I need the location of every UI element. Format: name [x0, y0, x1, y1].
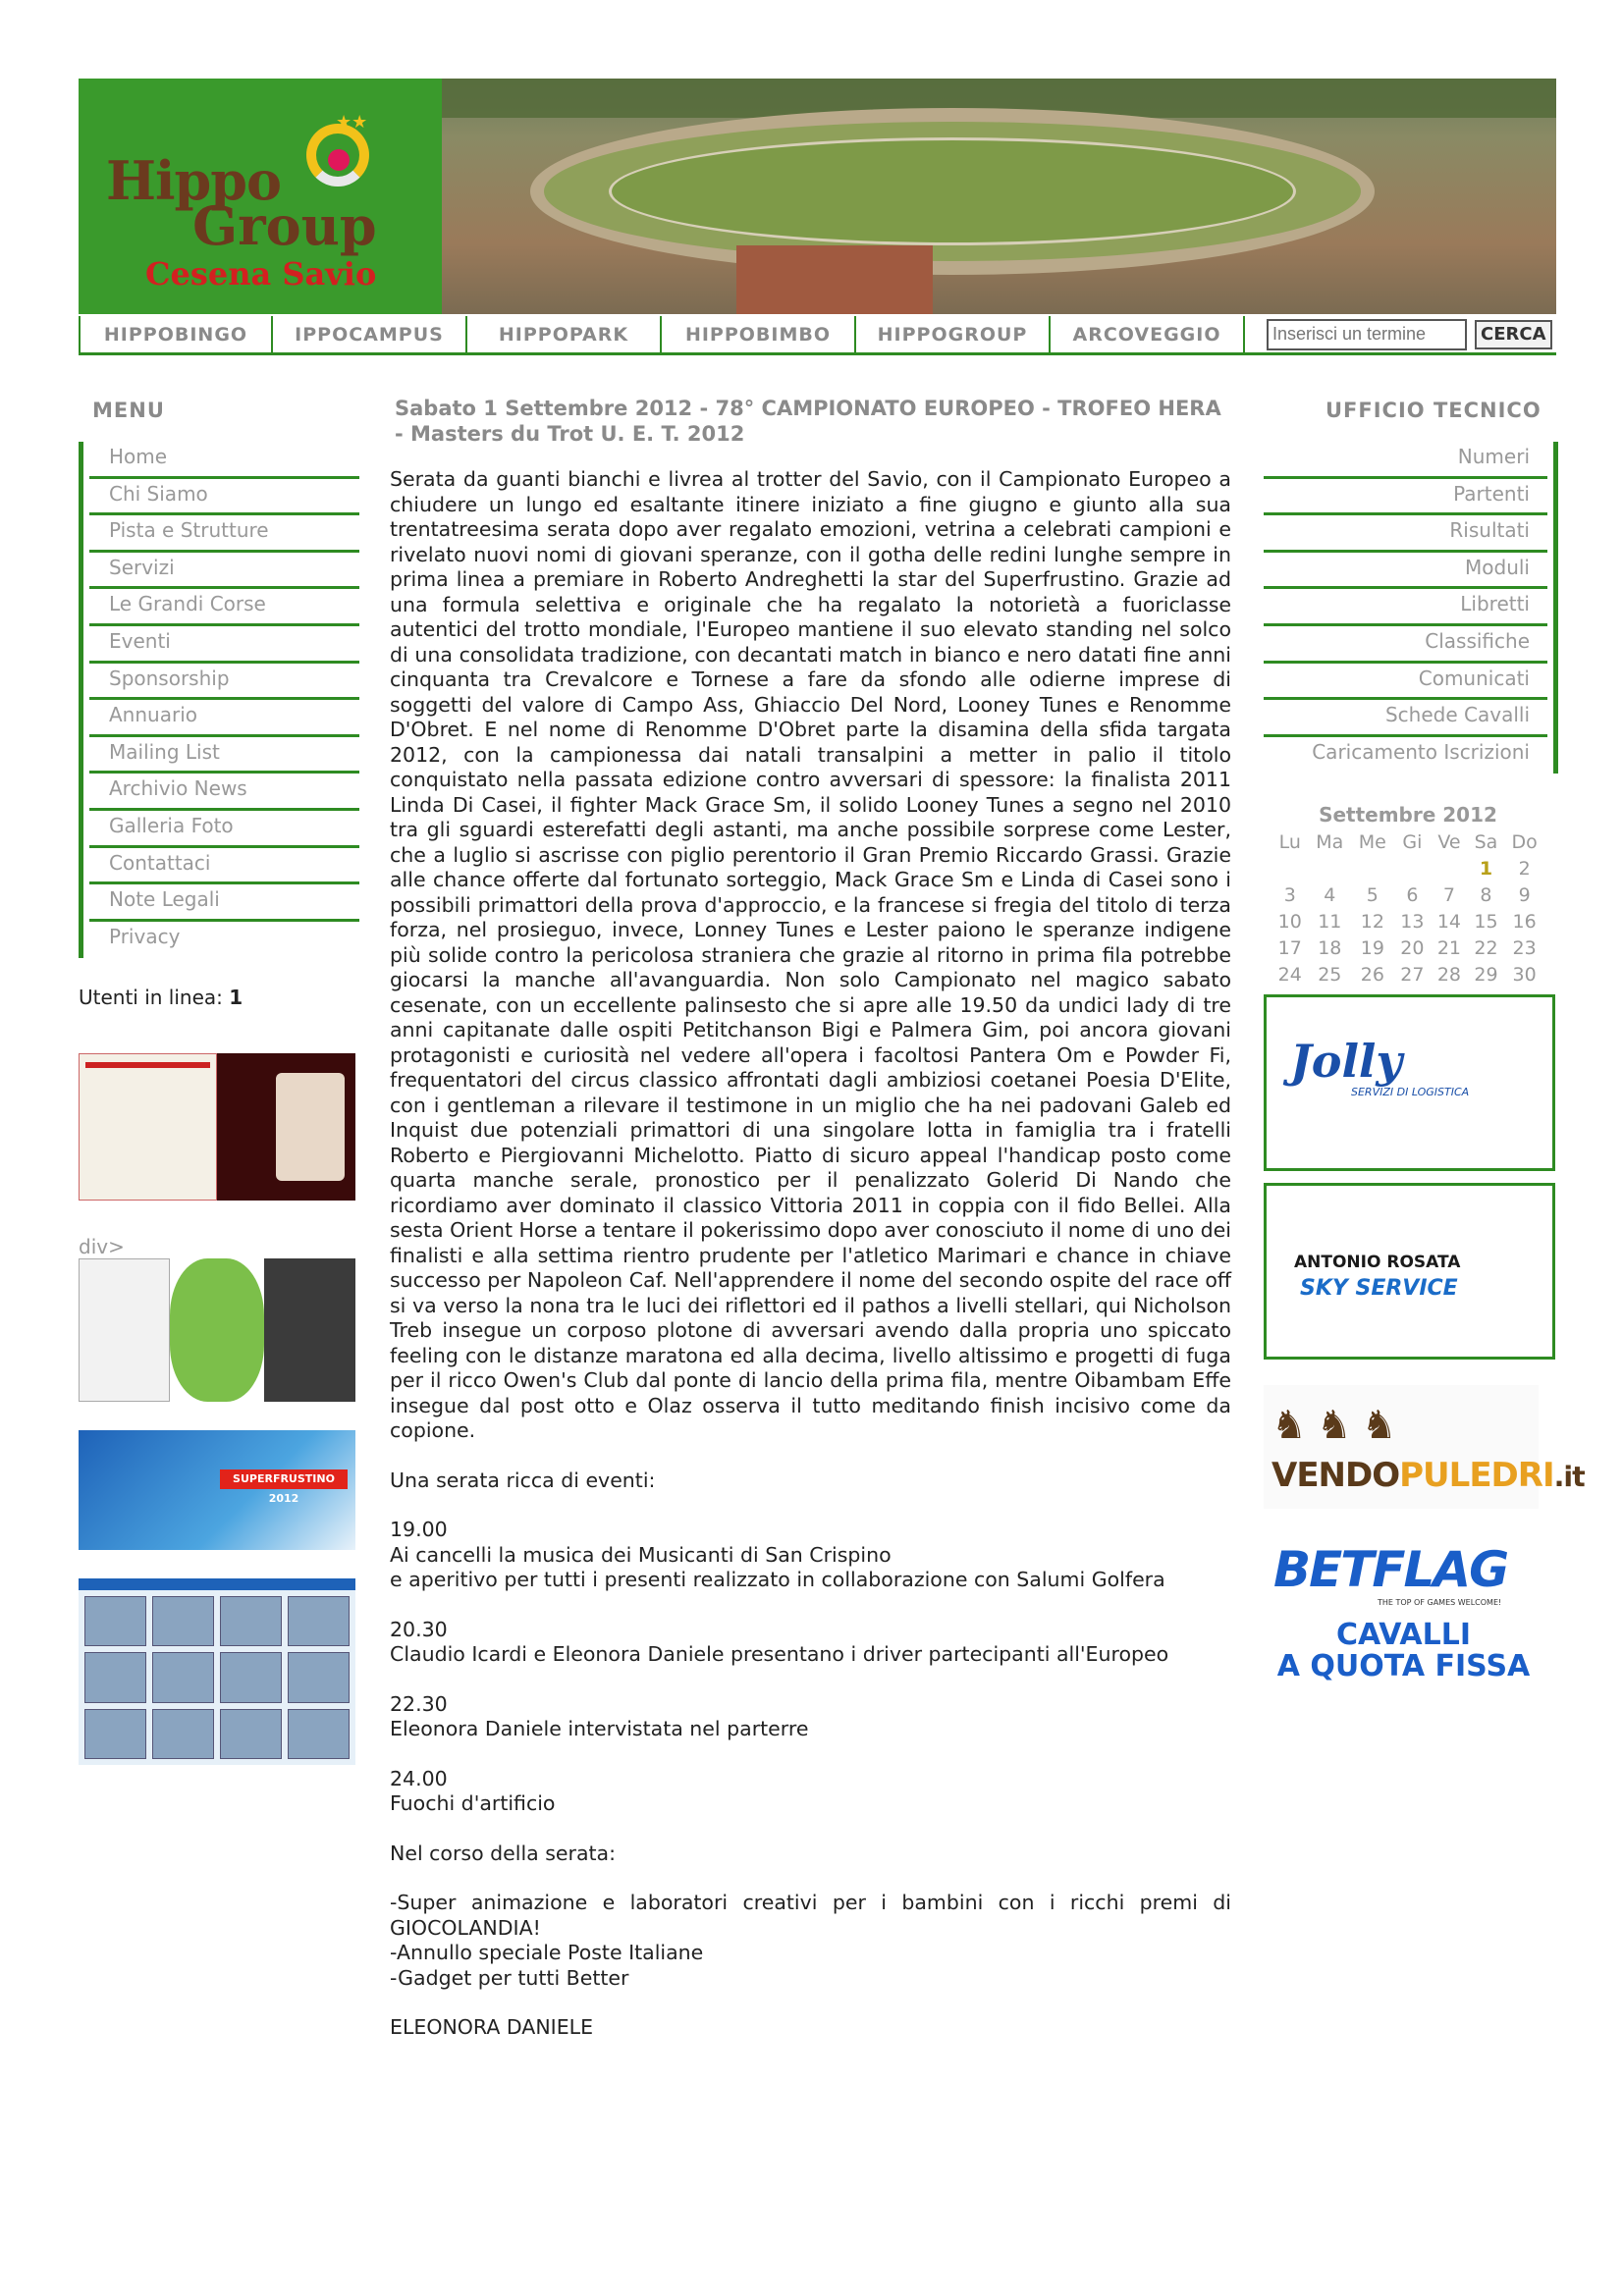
menu-pista-strutture[interactable]: Pista e Strutture	[89, 515, 359, 553]
rosata-name: ANTONIO ROSATA	[1294, 1253, 1461, 1272]
calendar-day-header: Ve	[1437, 830, 1461, 853]
event-1-time: 19.00	[390, 1518, 448, 1541]
menu-privacy[interactable]: Privacy	[109, 924, 181, 948]
event-2-time: 20.30	[390, 1617, 448, 1641]
events-intro: Una serata ricca di eventi:	[390, 1468, 656, 1492]
calendar-cell[interactable]: 16	[1512, 910, 1537, 933]
calendar-cell[interactable]: 13	[1400, 910, 1425, 933]
menu-eventi[interactable]: Eventi	[89, 626, 359, 664]
calendar-cell[interactable]: 2	[1518, 857, 1531, 880]
calendar-cell[interactable]: 11	[1318, 910, 1342, 933]
puledri-word: PULEDRI	[1399, 1456, 1554, 1495]
menu-contattaci[interactable]: Contattaci	[89, 848, 359, 885]
calendar-day-header: Ma	[1316, 830, 1344, 853]
calendar-cell[interactable]: 10	[1277, 910, 1302, 933]
calendar-cell[interactable]: 3	[1283, 883, 1296, 906]
calendar	[1271, 803, 1544, 988]
tech-risultati[interactable]: Risultati	[1264, 515, 1547, 553]
calendar-cell[interactable]: 14	[1436, 910, 1462, 933]
calendar-cell[interactable]: 26	[1360, 963, 1384, 986]
calendar-day-header: Do	[1511, 830, 1538, 853]
right-menu	[1264, 442, 1558, 774]
menu-servizi[interactable]: Servizi	[89, 553, 359, 590]
calendar-day-header: Gi	[1402, 830, 1423, 853]
superfrustino-label: SUPERFRUSTINO 2012	[220, 1469, 348, 1489]
calendar-today[interactable]: 1	[1479, 857, 1493, 880]
calendar-cell[interactable]: 28	[1436, 963, 1462, 986]
menu-home[interactable]: Home	[89, 442, 359, 479]
calendar-cell[interactable]: 24	[1277, 963, 1302, 986]
betflag-cavalli: CAVALLI	[1336, 1618, 1471, 1652]
during-item-2: -Annullo speciale Poste Italiane	[390, 1941, 704, 1964]
nav-hippobingo[interactable]: HIPPOBINGO	[79, 316, 273, 352]
online-users-label: Utenti in linea:	[79, 986, 223, 1009]
calendar-cell[interactable]: 7	[1442, 883, 1455, 906]
event-2	[390, 1618, 1231, 1668]
calendar-cell	[1271, 855, 1309, 881]
vendo-puledri-banner[interactable]	[1264, 1385, 1585, 1509]
search-form	[1267, 316, 1552, 352]
menu-grandi-corse[interactable]: Le Grandi Corse	[89, 589, 359, 626]
site-logo[interactable]	[79, 79, 442, 314]
calendar-cell[interactable]: 6	[1406, 883, 1419, 906]
betflag-quota-fissa: A QUOTA FISSA	[1276, 1649, 1531, 1683]
menu-galleria-foto[interactable]: Galleria Foto	[89, 811, 359, 848]
calendar-cell[interactable]: 4	[1324, 883, 1336, 906]
menu-sponsorship[interactable]: Sponsorship	[89, 664, 359, 701]
calendar-week	[1271, 961, 1544, 988]
promo-flyer-event[interactable]	[79, 1053, 355, 1201]
event-4-time: 24.00	[390, 1766, 448, 1790]
calendar-cell[interactable]: 29	[1474, 963, 1498, 986]
calendar-cell[interactable]: 18	[1318, 936, 1342, 959]
menu-chi-siamo[interactable]: Chi Siamo	[89, 479, 359, 516]
jolly-sub-text: SERVIZI DI LOGISTICA	[1351, 1086, 1470, 1098]
promo-drivers-grid[interactable]	[79, 1578, 355, 1765]
calendar-week	[1271, 855, 1544, 881]
article-signature: ELEONORA DANIELE	[390, 2015, 594, 2039]
menu-mailing-list[interactable]: Mailing List	[89, 737, 359, 774]
calendar-day-header: Lu	[1278, 830, 1301, 853]
calendar-title: Settembre 2012	[1319, 803, 1497, 827]
menu-note-legali[interactable]: Note Legali	[89, 884, 359, 922]
ufficio-tecnico-title: UFFICIO TECNICO	[1325, 399, 1542, 422]
calendar-cell[interactable]: 15	[1474, 910, 1498, 933]
event-1-line1: Ai cancelli la musica dei Musicanti di San Crispino	[390, 1542, 892, 1567]
calendar-cell[interactable]: 12	[1360, 910, 1384, 933]
nav-hippopark[interactable]: HIPPOPARK	[467, 316, 662, 352]
left-menu	[79, 442, 359, 958]
online-users	[79, 986, 243, 1009]
promo-superfrustino[interactable]	[79, 1430, 355, 1550]
calendar-cell[interactable]: 5	[1366, 883, 1379, 906]
calendar-cell	[1431, 855, 1468, 881]
tech-partenti[interactable]: Partenti	[1264, 479, 1547, 516]
event-3-text: Eleonora Daniele intervistata nel parterre	[390, 1717, 809, 1740]
betflag-banner[interactable]	[1264, 1537, 1543, 1684]
calendar-cell[interactable]: 20	[1400, 936, 1425, 959]
tech-libretti[interactable]: Libretti	[1264, 589, 1547, 626]
article-title: Sabato 1 Settembre 2012 - 78° CAMPIONATO EUROPEO - TROFEO HERA - Masters du Trot U. E. T. 2012	[395, 397, 1221, 446]
event-4-text: Fuochi d'artificio	[390, 1791, 556, 1815]
betflag-logo-text: BETFLAG	[1273, 1541, 1508, 1598]
calendar-day-header: Sa	[1474, 830, 1498, 853]
tech-schede-cavalli[interactable]: Schede Cavalli	[1264, 700, 1547, 737]
calendar-cell[interactable]: 19	[1360, 936, 1384, 959]
tech-classifiche[interactable]: Classifiche	[1264, 626, 1547, 664]
vendo-domain: .it	[1553, 1461, 1585, 1493]
calendar-cell[interactable]: 9	[1518, 883, 1531, 906]
nav-hippobimbo[interactable]: HIPPOBIMBO	[662, 316, 856, 352]
dot-icon	[328, 149, 350, 171]
calendar-cell[interactable]: 21	[1436, 936, 1462, 959]
calendar-week	[1271, 934, 1544, 961]
tech-moduli[interactable]: Moduli	[1264, 553, 1547, 590]
nav-arcoveggio[interactable]: ARCOVEGGIO	[1051, 316, 1245, 352]
online-users-count: 1	[229, 986, 243, 1009]
div-label: div>	[79, 1235, 125, 1258]
tech-caricamento-iscrizioni[interactable]: Caricamento Iscrizioni	[1312, 739, 1530, 764]
menu-archivio-news[interactable]: Archivio News	[89, 774, 359, 811]
jolly-logo-text: Jolly	[1290, 1035, 1403, 1088]
logo-hippo-text: Hippo	[106, 149, 282, 212]
event-2-text: Claudio Icardi e Eleonora Daniele presentano i driver partecipanti all'Europeo	[390, 1642, 1169, 1666]
during-list	[390, 1891, 1231, 1991]
calendar-cell	[1351, 855, 1394, 881]
racetrack-photo	[442, 79, 1556, 314]
search-input[interactable]	[1267, 319, 1467, 350]
jolly-service-banner[interactable]	[1264, 994, 1555, 1171]
article-body	[390, 467, 1231, 2065]
calendar-cell[interactable]: 27	[1400, 963, 1425, 986]
logo-group-text: Group	[192, 194, 377, 257]
calendar-grid	[1271, 828, 1544, 988]
calendar-cell[interactable]: 23	[1512, 936, 1537, 959]
calendar-cell[interactable]: 30	[1512, 963, 1537, 986]
vendo-word: VENDO	[1271, 1456, 1400, 1495]
calendar-cell	[1394, 855, 1432, 881]
stars-icon: ★★	[336, 112, 368, 133]
logo-city-text: Cesena Savio	[145, 255, 377, 293]
event-4	[390, 1767, 1231, 1817]
event-3-time: 22.30	[390, 1691, 448, 1716]
during-item-3: -Gadget per tutti Better	[390, 1965, 629, 1990]
during-item-1: -Super animazione e laboratori creativi per i bambini con i ricchi premi di GIOCOLANDIA!	[390, 1891, 1231, 1940]
site-header	[79, 79, 1556, 314]
menu-annuario[interactable]: Annuario	[89, 700, 359, 737]
tech-numeri[interactable]: Numeri	[1264, 442, 1547, 479]
nav-ippocampus[interactable]: IPPOCAMPUS	[273, 316, 467, 352]
rosata-sky-service-banner[interactable]	[1264, 1183, 1555, 1360]
horses-icon: ♞♞♞	[1271, 1403, 1407, 1448]
vendo-puledri-text	[1271, 1456, 1585, 1495]
during-title: Nel corso della serata:	[390, 1841, 617, 1865]
rosata-service: SKY SERVICE	[1300, 1276, 1458, 1301]
article-main-text: Serata da guanti bianchi e livrea al trotter del Savio, con il Campionato Europeo a chiudere un lungo ed esaltante itinere iniziato a fine giugno e giunto alla sua trentatreesima serata dopo aver regalato emozioni, vetrina a celebrati campioni e rivelato nuovi nomi di giovani speranze, con il gotha delle redini lunghe sempre in prima linea a premiare in Roberto Andreghetti la star del Superfrustino. Grazie ad una formula selettiva e originale che ha regalato la notorietà a fuoriclasse autentici del trotto mondiale, l'Europeo mantiene il suo elevato standing nel solco di una consolidata tradizione, con decantati match in bianco e nero datati fine anni cinquanta tra Crevalcore e Tornese a fare da sfondo alle odierne imprese di soggetti del valore di Campo Ass, Ghiaccio Del Nord, Looney Tunes e Renomme D'Obret. E nel nome di Renomme D'Obret parte la disamina della sfida targata 2012, con la campionessa dai natali transalpini a metter in palio il titolo conquistato nella passata edizione contro avversari di spessore: la finalista 2011 Linda Di Casei, il fighter Mack Grace Sm, il solido Looney Tunes a segno nel 2010 tra gli sguardi esterefatti degli astanti, ma anche possibile sorprese come Lester, che a luglio si ascrisse con piglio perentorio il Gran Premio Riccardo Grassi. Grazie alle chance offerte dal fortunato sorteggio, Mack Grace Sm e Linda di Casei sono i possibili primattori della prova d'approccio, e la francese si fregia del titolo di terza forza, nel prosieguo, invece, Lonney Tunes e Lester paiono le speranze indigene più solide contro la pericolosa straniera che grazie al ritorno in prima fila potrebbe giocarsi la manche all'avanguardia. Non solo Campionato nel magico sabato cesenate, con un eccellente palinsesto che si apre alle 19.50 da undici lady di tre anni capitanate dalle ospiti Petitchanson Bigi e Palmera Gim, poi ancora giovani protagonisti e curiosità nel vedere all'opera i facoltosi Pantera Om e Powder Fi, frequentatori del circus classico affrontati dagli ambiziosi coetanei Poesia D'Elite, con i gentleman a rilevare il testimone in un miglio che ha nei padovani Galeb ed Inquist due potenziali primattori di una singolare lotta in famiglia tra i fratelli Roberto e Piergiovanni Michelotto. Piatto di sicuro appeal l'handicap posto come quarta manche serale, pronostico per il penalizzato Golerid Di Nando che ricordiamo aver dominato il classico Vittoria 2011 in coppia con il fido Bellei. Alla sesta Orient Horse a tentare il pokerissimo dopo aver conosciuto il nome di uno dei finalisti e alla settima rientro prudente per l'atletico Marimari e chance in chiave successo per Napoleon Caf. Nell'apprendere il nome del secondo ospite del race off si va verso la nona tra le luci dei riflettori ed il pathos a livelli stellari, qui Nicholson Treb insegue un corposo plotone di avversari avendo dalla propria uno spiccato feeling con le distanze maratona ed alla decima, livello altissimo e progetti di fuga per il ricco Owen's Club dal ponte di lancio della prima fila, mentre Oibambam Effe insegue dal post otto e Olaz osserva il tutto meditando finish incisivo come da copione.	[390, 467, 1231, 1442]
calendar-days-row	[1271, 828, 1544, 855]
search-button[interactable]: CERCA	[1475, 320, 1552, 349]
event-1	[390, 1518, 1231, 1593]
tech-comunicati[interactable]: Comunicati	[1264, 664, 1547, 701]
calendar-cell[interactable]: 8	[1480, 883, 1492, 906]
calendar-cell[interactable]: 25	[1318, 963, 1342, 986]
calendar-day-header: Me	[1358, 830, 1386, 853]
menu-title: MENU	[92, 399, 165, 422]
event-3	[390, 1692, 1231, 1742]
calendar-cell	[1309, 855, 1352, 881]
nav-hippogroup[interactable]: HIPPOGROUP	[856, 316, 1051, 352]
calendar-cell[interactable]: 22	[1474, 936, 1498, 959]
calendar-week	[1271, 908, 1544, 934]
betflag-tagline: THE TOP OF GAMES WELCOME!	[1378, 1598, 1502, 1607]
calendar-week	[1271, 881, 1544, 908]
top-nav	[79, 316, 1556, 355]
event-1-line2: e aperitivo per tutti i presenti realizzato in collaborazione con Salumi Golfera	[390, 1568, 1165, 1591]
calendar-cell[interactable]: 17	[1277, 936, 1302, 959]
promo-flyer-hippopark[interactable]	[79, 1258, 355, 1402]
